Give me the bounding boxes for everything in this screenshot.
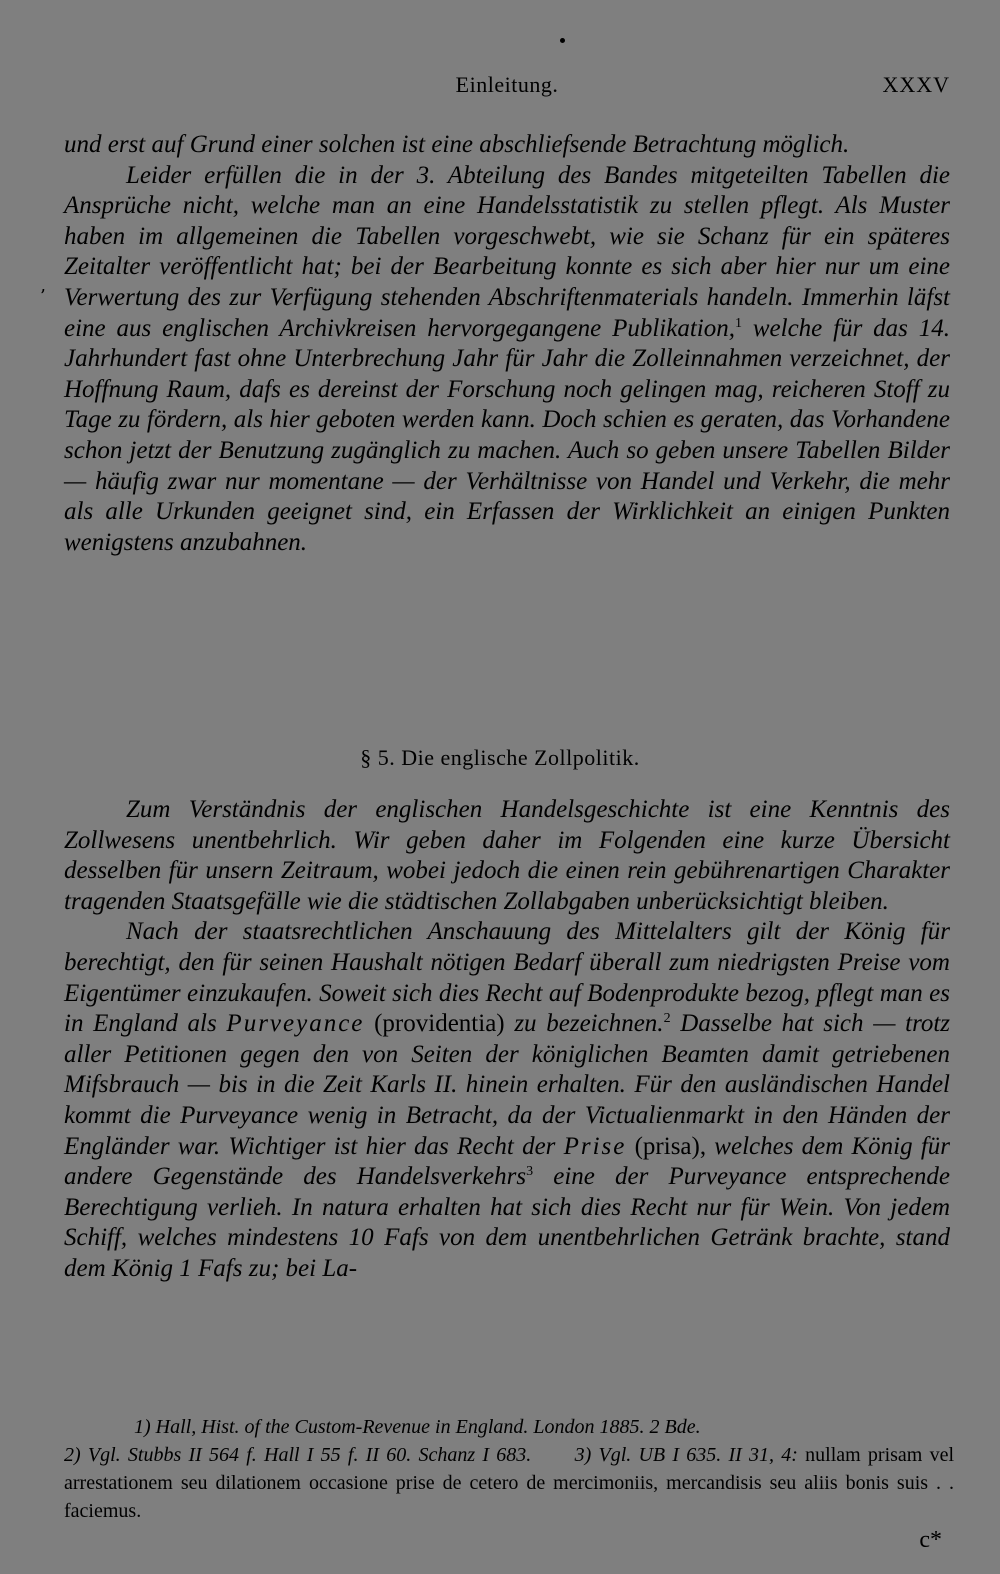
footnote-ref-2: 2 (663, 1011, 671, 1027)
p2-part-d: welches dem König für andere Gegenstände des Handelsverkehrs (64, 1132, 950, 1191)
footnotes (64, 1413, 954, 1525)
term-prise: Prise (563, 1132, 627, 1160)
term-purveyance: Purveyance (226, 1010, 365, 1038)
p2-part-a: Nach der staatsrechtlichen Anschauung des Mittelalters gilt der König für berechtigt, den für seinen Haushalt nötigen Bedarf überall zum niedrigsten Preise vom Eigentümer einzukaufen. Soweit sich dies Recht auf Bodenprodukte bezog, pflegt man es in England als (64, 918, 950, 1038)
footnote-3-latin: nullam prisam vel arrestationem seu dilationem occasione prise de cetero de mercimoniis, mercandisis seu aliis bonis suis . . faciemus. (64, 1444, 955, 1522)
section-title: Die englische Zollpolitik. (401, 745, 640, 770)
section-heading (0, 745, 1000, 771)
print-speck (560, 38, 565, 43)
running-title: Einleitung. (455, 72, 559, 97)
footnote-1 (64, 1413, 954, 1441)
paragraph-zollwesen: Zum Verständnis der englischen Handelsgeschichte ist eine Kenntnis des Zollwesens unentbehrlich. Wir geben daher im Folgenden eine kurze Übersicht desselben für unsern Zeitraum, wobei jedoch die einen rein gebührenartigen Charakter tragenden Staatsgefälle wie die städtischen Zollabgaben unberücksichtigt bleiben. (64, 796, 950, 915)
p2-part-e: eine der Purveyance entsprechende Berechtigung verlieh. In natura erhalten hat sich dies Recht nur für Wein. Von jedem Schiff, welches mindestens 10 Fafs von dem unentbehrlichen Getränk brachte, stand dem König 1 Fafs zu; bei La- (64, 1163, 951, 1282)
margin-mark: ’ (40, 286, 46, 307)
body-text-top (64, 130, 950, 558)
page-header (64, 72, 950, 102)
p2-part-b: zu bezeichnen. (514, 1010, 664, 1038)
paragraph-tables-part2: welche für das 14. Jahrhundert fast ohne Unterbrechung Jahr für Jahr die Zolleinnahmen verzeichnet, der Hoffnung Raum, dafs es dereinst der Forschung noch gelingen mag, reicheren Stoff zu Tage zu fördern, als hier geboten werden kann. Doch schien es geraten, das Vorhandene schon jetzt der Benutzung zugänglich zu machen. Auch so geben unsere Tabellen Bilder — häufig zwar nur momentane — der Verhältnisse von Handel und Verkehr, die mehr als alle Urkunden geeignet sind, ein Erfassen der Wirklichkeit an einigen Punkten wenigstens anzubahnen. (64, 314, 950, 556)
footnote-ref-1: 1 (735, 315, 742, 331)
term-prisa: (prisa), (634, 1132, 707, 1160)
footnote-2-3 (64, 1441, 954, 1525)
footnote-2-text: 2) Vgl. Stubbs II 564 f. Hall I 55 f. II 60. Schanz I 683. (64, 1444, 532, 1466)
footnote-1-text: 1) Hall, Hist. of the Custom-Revenue in England. London 1885. 2 Bde. (134, 1416, 701, 1438)
section-number: § 5. (360, 745, 396, 770)
paragraph-tables-part1: Leider erfüllen die in der 3. Abteilung des Bandes mitgeteilten Tabellen die Ansprüche nicht, welche man an eine Handelsstatistik zu stellen pflegt. Als Muster haben im allgemeinen die Tabellen vorgeschwebt, wie sie Schanz für ein späteres Zeitalter veröffentlicht hat; bei der Bearbeitung konnte es sich aber hier nur um eine Verwertung des zur Verfügung stehenden Abschriftenmaterials handeln. Immerhin läfst eine aus englischen Archivkreisen hervorgegangene Publikation, (64, 161, 950, 342)
footnote-ref-3: 3 (526, 1164, 534, 1180)
p2-part-c: Dasselbe hat sich — trotz aller Petitionen gegen den von Seiten der königlichen Beamten damit getriebenen Mifsbrauch — bis in die Zeit Karls II. hinein erhalten. Für den ausländischen Handel kommt die Purveyance wenig in Betracht, da der Victualienmarkt in den Händen der Engländer war. Wichtiger ist hier das Recht der (64, 1010, 951, 1160)
paragraph-purveyance (64, 917, 950, 1284)
body-text-section (64, 795, 950, 1285)
paragraph-continuation: und erst auf Grund einer solchen ist eine abschliefsende Betrachtung möglich. (64, 131, 850, 158)
signature-mark: c* (919, 1527, 942, 1553)
page-number: XXXV (882, 72, 950, 97)
term-providentia: (providentia) (374, 1010, 505, 1038)
paragraph-tables (64, 161, 950, 559)
footnote-3-ref: 3) Vgl. UB I 635. II 31, 4: (574, 1444, 798, 1466)
